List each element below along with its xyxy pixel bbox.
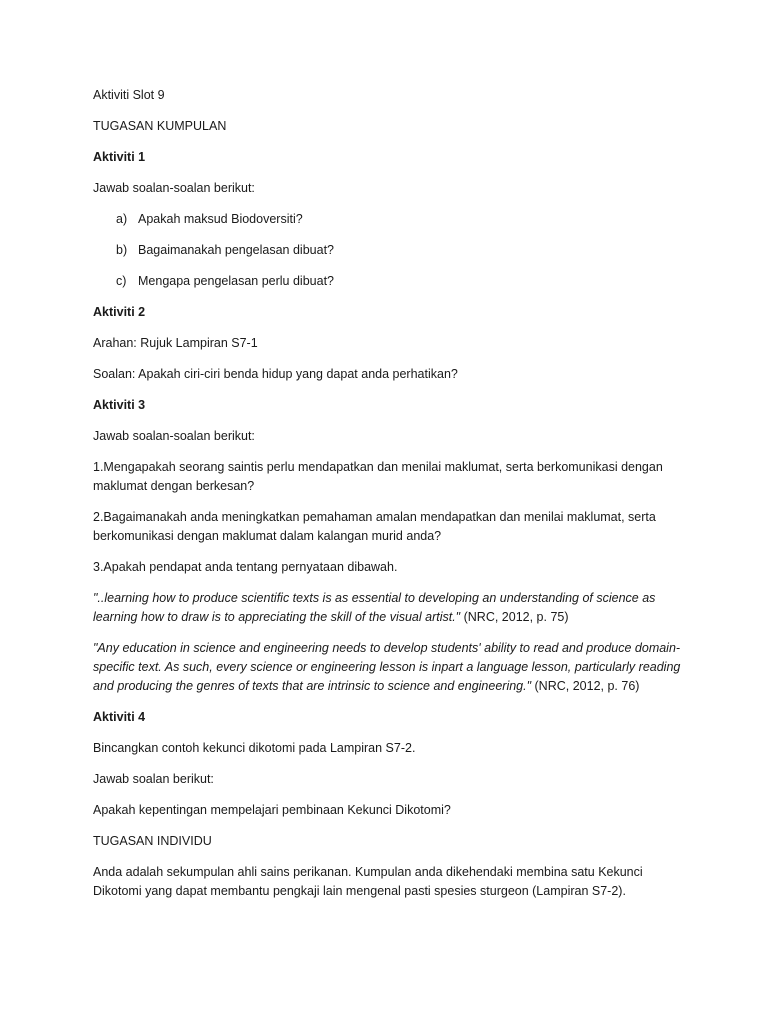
- activity-2-question: Soalan: Apakah ciri-ciri benda hidup yang dapat anda perhatikan?: [93, 367, 458, 381]
- list-marker: c): [116, 274, 127, 288]
- group-task-heading: TUGASAN KUMPULAN: [93, 119, 227, 133]
- quote-2-citation: (NRC, 2012, p. 76): [531, 679, 640, 693]
- activity-4-heading: Aktiviti 4: [93, 710, 146, 724]
- activity-3-question-3: 3.Apakah pendapat anda tentang pernyataan dibawah.: [93, 560, 398, 574]
- activity-1-instruction: Jawab soalan-soalan berikut:: [93, 181, 255, 195]
- list-item-text: Bagaimanakah pengelasan dibuat?: [138, 243, 334, 257]
- list-item: [93, 272, 685, 291]
- list-item-text: Apakah maksud Biodoversiti?: [138, 212, 303, 226]
- quote-1: [93, 589, 685, 627]
- activity-1-heading: Aktiviti 1: [93, 150, 146, 164]
- quote-2-text: "Any education in science and engineering needs to develop students' ability to read and produce domain-specific text. As such, every science or engineering lesson is inpart a language lesson, particularly reading and producing the genres of texts that are intrinsic to science and engineering.": [93, 641, 681, 693]
- activity-4-instruction: Jawab soalan berikut:: [93, 772, 214, 786]
- individual-task-heading: TUGASAN INDIVIDU: [93, 834, 212, 848]
- activity-4-discuss: Bincangkan contoh kekunci dikotomi pada Lampiran S7-2.: [93, 741, 416, 755]
- quote-1-citation: (NRC, 2012, p. 75): [460, 610, 569, 624]
- quote-1-text: "..learning how to produce scientific texts is as essential to developing an understanding of science as learning how to draw is to appreciating the skill of the visual artist.": [93, 591, 656, 624]
- activity-2-direction: Arahan: Rujuk Lampiran S7-1: [93, 336, 258, 350]
- list-marker: b): [116, 243, 128, 257]
- list-item: [93, 241, 685, 260]
- activity-2-heading: Aktiviti 2: [93, 305, 146, 319]
- activity-4-question: Apakah kepentingan mempelajari pembinaan Kekunci Dikotomi?: [93, 803, 451, 817]
- list-marker: a): [116, 212, 128, 226]
- list-item-text: Mengapa pengelasan perlu dibuat?: [138, 274, 334, 288]
- activity-3-question-1: 1.Mengapakah seorang saintis perlu mendapatkan dan menilai maklumat, serta berkomunikasi dengan maklumat dengan berkesan?: [93, 460, 663, 493]
- document-title: Aktiviti Slot 9: [93, 88, 165, 102]
- activity-3-question-2: 2.Bagaimanakah anda meningkatkan pemahaman amalan mendapatkan dan menilai maklumat, serta berkomunikasi dengan maklumat dalam kalangan murid anda?: [93, 510, 656, 543]
- activity-1-question-list: [93, 210, 685, 291]
- activity-3-heading: Aktiviti 3: [93, 398, 146, 412]
- document-page: [93, 86, 685, 913]
- individual-task-text: Anda adalah sekumpulan ahli sains perikanan. Kumpulan anda dikehendaki membina satu Kekunci Dikotomi yang dapat membantu pengkaji lain mengenal pasti spesies sturgeon (Lampiran S7-2).: [93, 865, 643, 898]
- quote-2: [93, 639, 685, 696]
- list-item: [93, 210, 685, 229]
- activity-3-instruction: Jawab soalan-soalan berikut:: [93, 429, 255, 443]
